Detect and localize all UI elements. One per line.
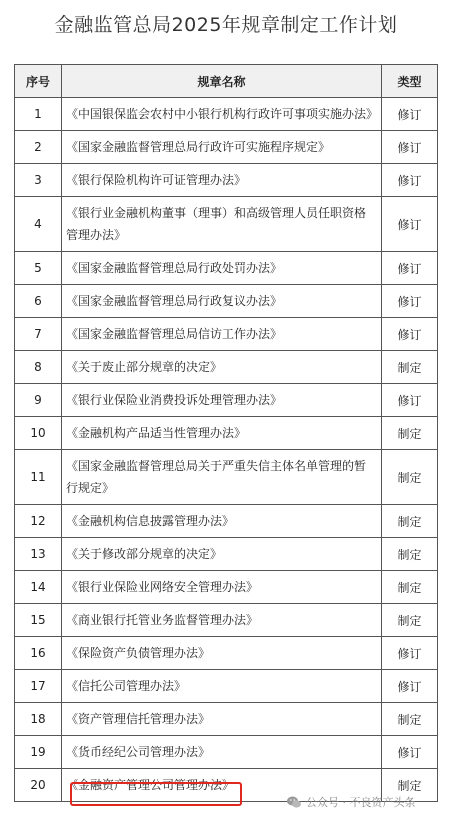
row-no: 1 (15, 98, 62, 131)
row-type: 修订 (382, 637, 438, 670)
row-name: 《货币经纪公司管理办法》 (62, 736, 382, 769)
row-name: 《关于废止部分规章的决定》 (62, 351, 382, 384)
row-type: 修订 (382, 252, 438, 285)
row-no: 5 (15, 252, 62, 285)
table-header-row (15, 65, 438, 98)
row-name: 《国家金融监督管理总局行政复议办法》 (62, 285, 382, 318)
header-type: 类型 (382, 65, 438, 98)
row-name: 《金融机构产品适当性管理办法》 (62, 417, 382, 450)
row-no: 8 (15, 351, 62, 384)
page-title: 金融监管总局2025年规章制定工作计划 (54, 14, 398, 36)
row-no: 15 (15, 604, 62, 637)
row-type: 制定 (382, 417, 438, 450)
row-no: 6 (15, 285, 62, 318)
row-type: 修订 (382, 736, 438, 769)
table-row (15, 164, 438, 197)
table-row (15, 571, 438, 604)
row-type: 修订 (382, 384, 438, 417)
table-row (15, 450, 438, 505)
table-row (15, 197, 438, 252)
row-type: 制定 (382, 505, 438, 538)
row-name: 《保险资产负债管理办法》 (62, 637, 382, 670)
table-row (15, 538, 438, 571)
row-name: 《信托公司管理办法》 (62, 670, 382, 703)
row-type: 修订 (382, 318, 438, 351)
row-no: 2 (15, 131, 62, 164)
table-row (15, 285, 438, 318)
row-name: 《国家金融监督管理总局信访工作办法》 (62, 318, 382, 351)
row-type: 制定 (382, 351, 438, 384)
row-name: 《金融资产管理公司管理办法》 (62, 769, 382, 802)
table-row (15, 252, 438, 285)
row-no: 19 (15, 736, 62, 769)
row-no: 7 (15, 318, 62, 351)
row-type: 修订 (382, 285, 438, 318)
row-type: 修订 (382, 197, 438, 252)
row-type: 修订 (382, 670, 438, 703)
row-no: 10 (15, 417, 62, 450)
row-no: 14 (15, 571, 62, 604)
row-no: 11 (15, 450, 62, 505)
table-row (15, 505, 438, 538)
row-name: 《银行保险机构许可证管理办法》 (62, 164, 382, 197)
row-name: 《商业银行托管业务监督管理办法》 (62, 604, 382, 637)
header-no: 序号 (15, 65, 62, 98)
row-name: 《国家金融监督管理总局行政处罚办法》 (62, 252, 382, 285)
row-type: 制定 (382, 703, 438, 736)
row-no: 13 (15, 538, 62, 571)
row-type: 制定 (382, 769, 438, 802)
table-row (15, 131, 438, 164)
row-name: 《关于修改部分规章的决定》 (62, 538, 382, 571)
header-name: 规章名称 (62, 65, 382, 98)
row-no: 18 (15, 703, 62, 736)
row-no: 20 (15, 769, 62, 802)
watermark (286, 794, 416, 810)
row-type: 修订 (382, 98, 438, 131)
row-no: 9 (15, 384, 62, 417)
row-name: 《国家金融监督管理总局行政许可实施程序规定》 (62, 131, 382, 164)
table-row (15, 384, 438, 417)
table-row (15, 351, 438, 384)
row-type: 修订 (382, 164, 438, 197)
row-name: 《银行业保险业网络安全管理办法》 (62, 571, 382, 604)
row-no: 12 (15, 505, 62, 538)
table-row (15, 604, 438, 637)
row-name: 《银行业金融机构董事（理事）和高级管理人员任职资格管理办法》 (62, 197, 382, 252)
row-no: 4 (15, 197, 62, 252)
table-row (15, 736, 438, 769)
row-type: 制定 (382, 571, 438, 604)
row-name: 《银行业保险业消费投诉处理管理办法》 (62, 384, 382, 417)
row-no: 17 (15, 670, 62, 703)
table-row (15, 98, 438, 131)
table-row (15, 703, 438, 736)
table-row (15, 670, 438, 703)
watermark-text: 公众号 · 不良资产头条 (306, 796, 416, 809)
table-row (15, 318, 438, 351)
row-no: 16 (15, 637, 62, 670)
row-name: 《国家金融监督管理总局关于严重失信主体名单管理的暂行规定》 (62, 450, 382, 505)
row-type: 修订 (382, 131, 438, 164)
row-type: 制定 (382, 450, 438, 505)
table-row (15, 637, 438, 670)
highlight-box (70, 782, 242, 806)
wechat-icon (286, 794, 302, 810)
row-name: 《资产管理信托管理办法》 (62, 703, 382, 736)
table-row (15, 417, 438, 450)
row-no: 3 (15, 164, 62, 197)
row-type: 制定 (382, 538, 438, 571)
row-name: 《金融机构信息披露管理办法》 (62, 505, 382, 538)
row-name: 《中国银保监会农村中小银行机构行政许可事项实施办法》 (62, 98, 382, 131)
regulation-table (14, 64, 438, 802)
row-type: 制定 (382, 604, 438, 637)
